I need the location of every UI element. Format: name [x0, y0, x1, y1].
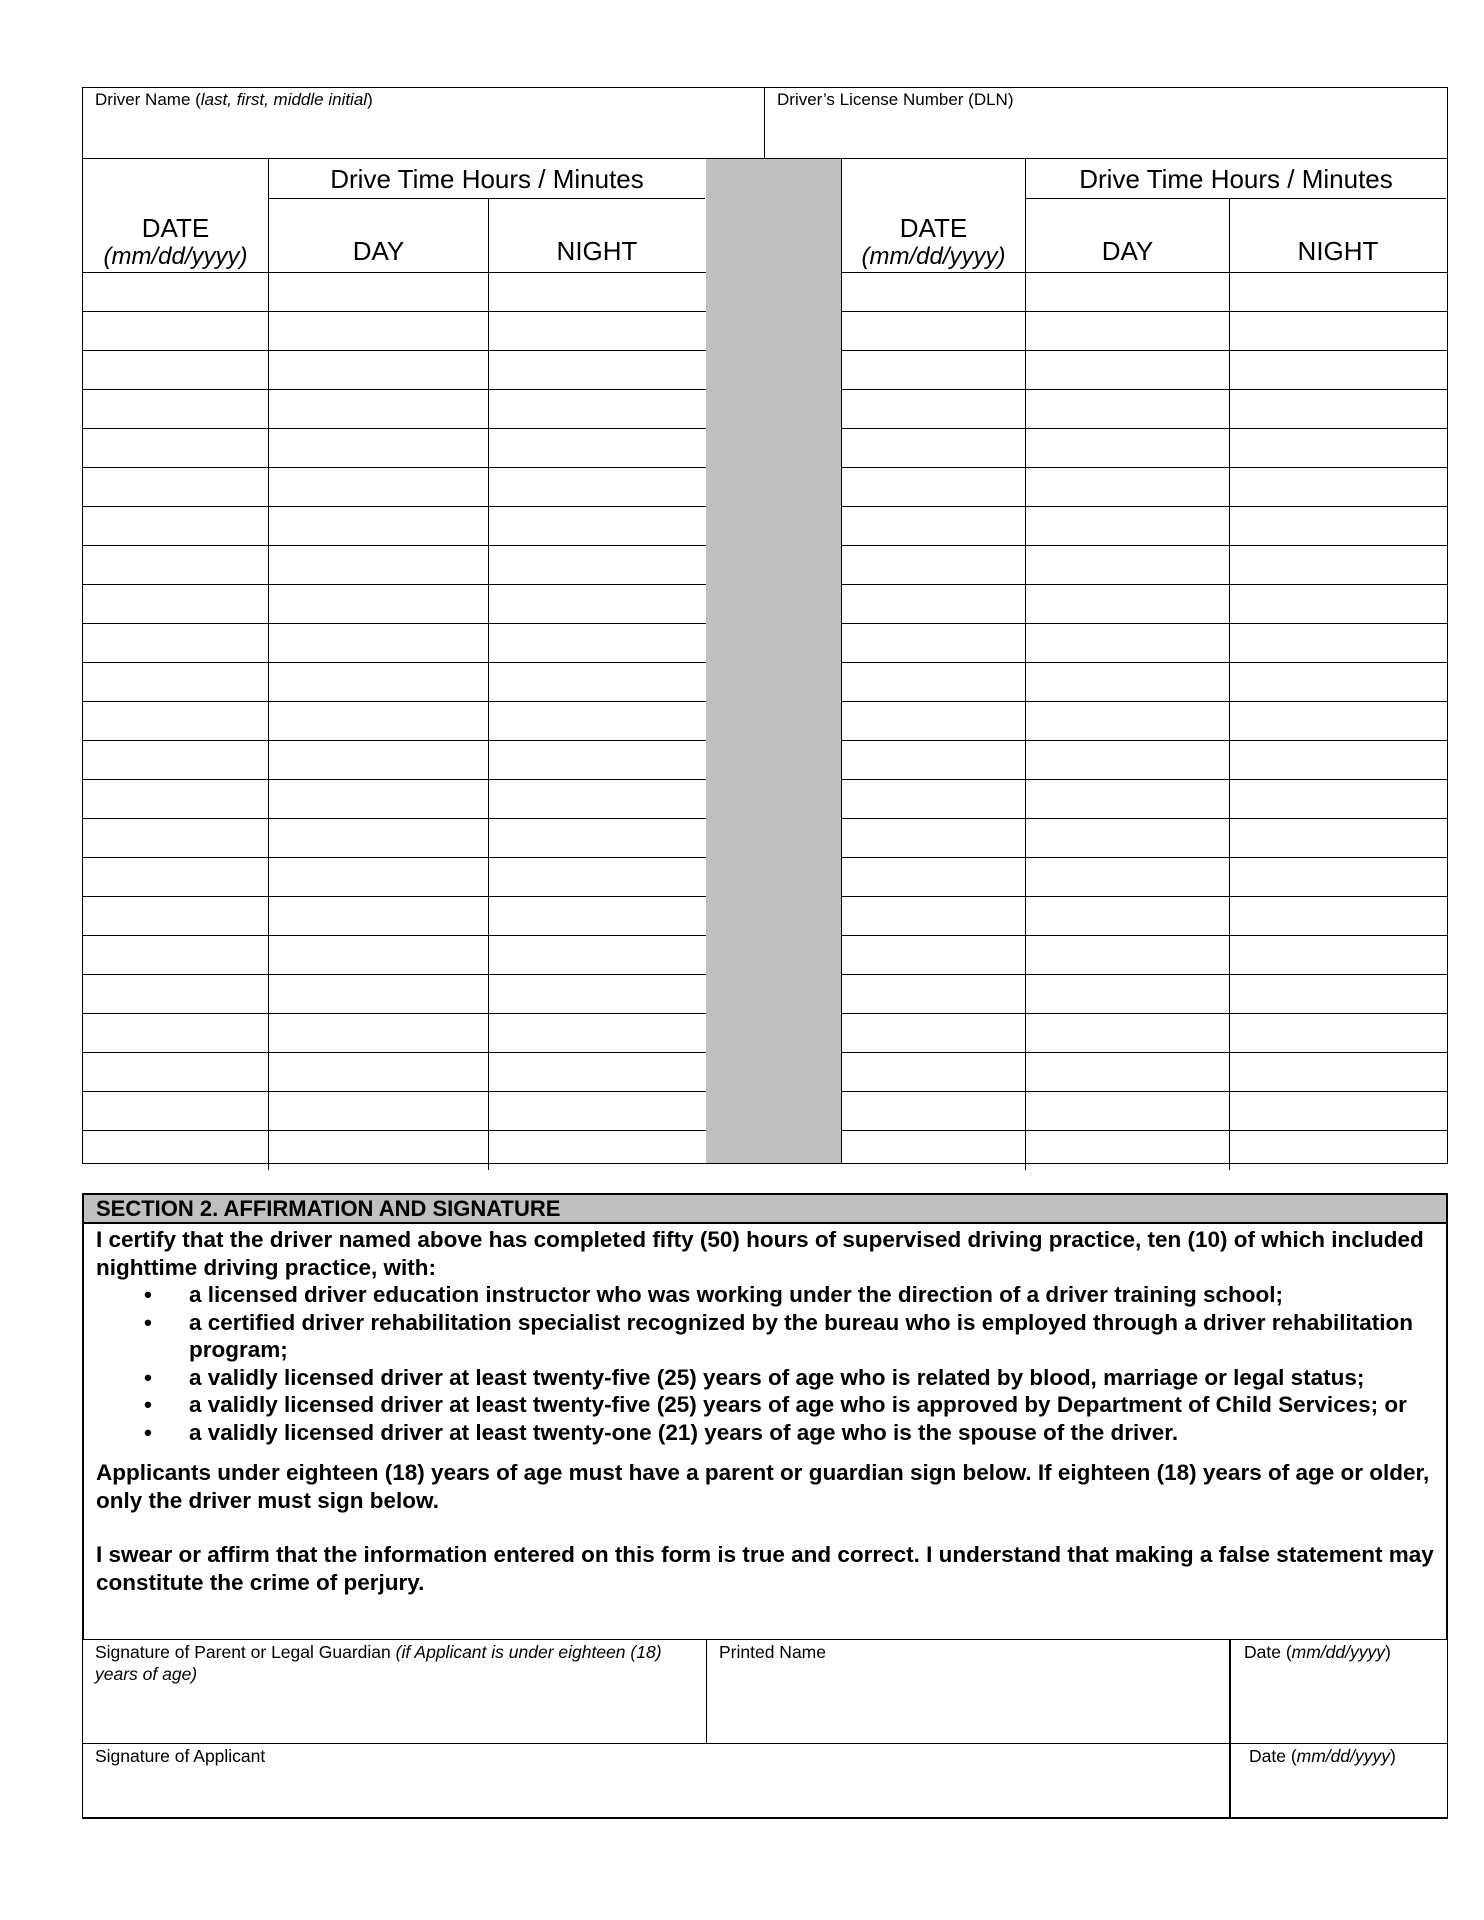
night-time-cell[interactable]: [489, 351, 705, 389]
day-column-header: DAY: [1026, 199, 1230, 273]
day-time-cell[interactable]: [269, 741, 489, 779]
day-time-cell[interactable]: [1026, 975, 1230, 1013]
day-time-cell[interactable]: [269, 897, 489, 935]
day-time-cell[interactable]: [269, 1092, 489, 1130]
day-time-cell[interactable]: [1026, 819, 1230, 857]
night-time-cell[interactable]: [1230, 741, 1446, 779]
log-row: [842, 624, 1447, 663]
drive-time-grid: [82, 158, 1448, 1164]
date-cell[interactable]: [842, 273, 1026, 311]
log-row: [83, 897, 706, 936]
supervisor-item: • a certified driver rehabilitation specialist recognized by the bureau who is employed through a driver rehabilitation program;: [144, 1309, 1414, 1362]
day-time-cell[interactable]: [269, 663, 489, 701]
supervisor-list: [96, 1281, 1434, 1446]
day-time-cell[interactable]: [1026, 897, 1230, 935]
printed-name-field[interactable]: [707, 1640, 1230, 1743]
date-cell[interactable]: [842, 858, 1026, 896]
night-time-cell[interactable]: [1230, 819, 1446, 857]
day-time-cell[interactable]: [1026, 312, 1230, 350]
night-time-cell[interactable]: [1230, 663, 1446, 701]
log-row: [842, 819, 1447, 858]
log-row: [83, 936, 706, 975]
date-cell[interactable]: [842, 741, 1026, 779]
night-time-cell[interactable]: [1230, 1092, 1446, 1130]
date-cell[interactable]: [842, 351, 1026, 389]
log-row: [842, 741, 1447, 780]
date-cell[interactable]: [83, 819, 269, 857]
night-time-cell[interactable]: [489, 1053, 705, 1091]
day-time-cell[interactable]: [1026, 390, 1230, 428]
night-time-cell[interactable]: [1230, 585, 1446, 623]
log-row: [83, 1014, 706, 1053]
bullet-icon: •: [144, 1392, 152, 1417]
night-time-cell[interactable]: [489, 585, 705, 623]
day-time-cell[interactable]: [269, 507, 489, 545]
log-row: [83, 390, 706, 429]
night-time-cell[interactable]: [1230, 351, 1446, 389]
night-time-cell[interactable]: [489, 1092, 705, 1130]
applicant-date-field[interactable]: Date (mm/dd/yyyy): [1229, 1744, 1447, 1818]
date-cell[interactable]: [842, 1014, 1026, 1052]
bullet-icon: •: [144, 1282, 152, 1307]
day-time-cell[interactable]: [269, 1053, 489, 1091]
day-time-cell[interactable]: [269, 819, 489, 857]
log-table-left: [82, 158, 707, 1164]
date-cell[interactable]: [842, 585, 1026, 623]
log-row: [842, 468, 1447, 507]
log-row: [842, 507, 1447, 546]
date-cell[interactable]: [842, 897, 1026, 935]
day-time-cell[interactable]: [1026, 468, 1230, 506]
day-time-cell[interactable]: [1026, 429, 1230, 467]
certify-statement: I certify that the driver named above has completed fifty (50) hours of supervised driving practice, ten (10) of which included nighttime driving practice, with:: [96, 1227, 1424, 1280]
log-row: [842, 858, 1447, 897]
log-row: [842, 1053, 1447, 1092]
bullet-icon: •: [144, 1309, 152, 1335]
drive-time-header: Drive Time Hours / Minutes: [1026, 159, 1446, 199]
log-row: [83, 585, 706, 624]
date-cell[interactable]: [842, 780, 1026, 818]
night-time-cell[interactable]: [1230, 1131, 1446, 1170]
date-cell[interactable]: [842, 312, 1026, 350]
day-time-cell[interactable]: [269, 780, 489, 818]
log-row: [83, 741, 706, 780]
section-2-title: SECTION 2. AFFIRMATION AND SIGNATURE: [84, 1195, 1446, 1224]
supervisor-item: • a licensed driver education instructor who was working under the direction of a driver training school;: [144, 1282, 1283, 1307]
night-time-cell[interactable]: [1230, 429, 1446, 467]
log-row: [83, 819, 706, 858]
day-time-cell[interactable]: [1026, 780, 1230, 818]
date-cell[interactable]: [83, 702, 269, 740]
log-rows: [83, 273, 706, 1170]
log-row: [842, 1092, 1447, 1131]
log-row: [842, 897, 1447, 936]
log-row: [842, 663, 1447, 702]
date-cell[interactable]: [83, 273, 269, 311]
drive-time-header: Drive Time Hours / Minutes: [269, 159, 705, 199]
date-cell[interactable]: [83, 936, 269, 974]
day-time-cell[interactable]: [269, 1131, 489, 1170]
log-row: [83, 1131, 706, 1170]
date-cell[interactable]: [842, 429, 1026, 467]
date-cell[interactable]: [83, 975, 269, 1013]
log-row: [842, 1014, 1447, 1053]
date-cell[interactable]: [83, 663, 269, 701]
day-time-cell[interactable]: [1026, 741, 1230, 779]
night-time-cell[interactable]: [1230, 936, 1446, 974]
date-cell[interactable]: [83, 546, 269, 584]
night-time-cell[interactable]: [1230, 1053, 1446, 1091]
driver-name-hint: last, first, middle initial: [200, 90, 368, 109]
guardian-signature-label: Signature of Parent or Legal Guardian: [95, 1642, 396, 1662]
day-time-cell[interactable]: [269, 273, 489, 311]
log-row: [83, 780, 706, 819]
log-rows: [842, 273, 1447, 1170]
log-row: [842, 702, 1447, 741]
supervisor-item: • a validly licensed driver at least twenty-one (21) years of age who is the spouse of the driver.: [144, 1419, 1179, 1445]
day-time-cell[interactable]: [269, 936, 489, 974]
log-table-right: [841, 158, 1448, 1164]
night-time-cell[interactable]: [489, 546, 705, 584]
date-cell[interactable]: [83, 312, 269, 350]
date-cell[interactable]: [83, 468, 269, 506]
night-time-cell[interactable]: [1230, 702, 1446, 740]
date-cell[interactable]: [842, 390, 1026, 428]
log-row: [83, 975, 706, 1014]
applicants-note: Applicants under eighteen (18) years of age must have a parent or guardian sign below. If eighteen (18) years of age or older, only the driver must sign below.: [96, 1460, 1430, 1513]
signature-block: [82, 1639, 1448, 1819]
date-cell[interactable]: [83, 858, 269, 896]
night-time-cell[interactable]: [1230, 624, 1446, 662]
supervisor-item: • a validly licensed driver at least twenty-five (25) years of age who is approved by Department of Child Services; or: [144, 1392, 1407, 1417]
applicant-signature-label: Signature of Applicant: [95, 1746, 266, 1766]
date-cell[interactable]: [83, 780, 269, 818]
log-row: [842, 351, 1447, 390]
date-cell[interactable]: [842, 507, 1026, 545]
log-row: [842, 273, 1447, 312]
day-time-cell[interactable]: [1026, 585, 1230, 623]
night-time-cell[interactable]: [489, 1131, 705, 1170]
date-cell[interactable]: [842, 975, 1026, 1013]
night-time-cell[interactable]: [1230, 897, 1446, 935]
day-time-cell[interactable]: [1026, 702, 1230, 740]
night-time-cell[interactable]: [1230, 273, 1446, 311]
log-row: [83, 702, 706, 741]
date-cell[interactable]: [842, 819, 1026, 857]
log-row: [842, 546, 1447, 585]
day-time-cell[interactable]: [1026, 624, 1230, 662]
night-time-cell[interactable]: [489, 858, 705, 896]
night-time-cell[interactable]: [489, 468, 705, 506]
night-time-cell[interactable]: [1230, 312, 1446, 350]
day-time-cell[interactable]: [269, 312, 489, 350]
date-column-header: DATE (mm/dd/yyyy): [83, 159, 269, 273]
day-time-cell[interactable]: [1026, 663, 1230, 701]
guardian-signature-row: [83, 1640, 1447, 1744]
log-row: [83, 546, 706, 585]
date-cell[interactable]: [842, 1092, 1026, 1130]
driver-name-label: Driver Name (: [95, 90, 201, 109]
night-column-header: NIGHT: [556, 236, 638, 266]
date-cell[interactable]: [83, 1014, 269, 1052]
night-time-cell[interactable]: [489, 936, 705, 974]
date-column-header: DATE (mm/dd/yyyy): [842, 159, 1026, 273]
log-row: [83, 429, 706, 468]
log-row: [83, 312, 706, 351]
perjury-statement: I swear or affirm that the information entered on this form is true and correct. I understand that making a false statement may constitute the crime of perjury.: [96, 1542, 1434, 1595]
day-time-cell[interactable]: [1026, 858, 1230, 896]
night-time-cell[interactable]: [489, 390, 705, 428]
shaded-separator: [706, 158, 842, 1164]
day-time-cell[interactable]: [269, 1014, 489, 1052]
date-cell[interactable]: [842, 1131, 1026, 1170]
date-cell[interactable]: [83, 507, 269, 545]
log-row: [83, 273, 706, 312]
night-time-cell[interactable]: [489, 624, 705, 662]
day-time-cell[interactable]: [1026, 507, 1230, 545]
section-2-affirmation: [82, 1193, 1448, 1639]
day-time-cell[interactable]: [269, 390, 489, 428]
date-cell[interactable]: [842, 702, 1026, 740]
day-time-cell[interactable]: [1026, 1131, 1230, 1170]
log-row: [83, 1092, 706, 1131]
day-time-cell[interactable]: [269, 351, 489, 389]
date-cell[interactable]: [83, 585, 269, 623]
guardian-date-field[interactable]: Date (mm/dd/yyyy): [1229, 1640, 1447, 1743]
day-time-cell[interactable]: [269, 585, 489, 623]
date-cell[interactable]: [842, 663, 1026, 701]
date-cell[interactable]: [83, 1092, 269, 1130]
date-cell[interactable]: [842, 624, 1026, 662]
night-time-cell[interactable]: [489, 429, 705, 467]
log-row: [842, 975, 1447, 1014]
night-time-cell[interactable]: [489, 273, 705, 311]
night-time-cell[interactable]: [1230, 507, 1446, 545]
supervisor-item: • a validly licensed driver at least twenty-five (25) years of age who is related by blood, marriage or legal status;: [144, 1364, 1365, 1390]
log-row: [83, 1053, 706, 1092]
day-time-cell[interactable]: [1026, 1053, 1230, 1091]
affirmation-text: [84, 1224, 1446, 1596]
night-column-header: NIGHT: [1297, 236, 1379, 266]
date-cell[interactable]: [842, 936, 1026, 974]
day-time-cell[interactable]: [269, 975, 489, 1013]
date-cell[interactable]: [83, 390, 269, 428]
log-row: [842, 390, 1447, 429]
guardian-signature-hint: (if Applicant is under eighteen (18) years of age): [95, 1642, 662, 1684]
log-table-header: [842, 159, 1447, 273]
date-cell[interactable]: [83, 429, 269, 467]
night-time-cell[interactable]: [1230, 858, 1446, 896]
night-time-cell[interactable]: [489, 507, 705, 545]
date-cell[interactable]: [842, 1053, 1026, 1091]
bullet-icon: •: [144, 1364, 152, 1390]
log-row: [842, 429, 1447, 468]
date-cell[interactable]: [83, 351, 269, 389]
night-time-cell[interactable]: [489, 312, 705, 350]
night-time-cell[interactable]: [1230, 468, 1446, 506]
night-time-cell[interactable]: [489, 741, 705, 779]
night-time-cell[interactable]: [1230, 546, 1446, 584]
date-cell[interactable]: [842, 546, 1026, 584]
bullet-icon: •: [144, 1419, 152, 1445]
log-row: [842, 585, 1447, 624]
log-table-header: [83, 159, 706, 273]
date-cell[interactable]: [842, 468, 1026, 506]
log-row: [83, 351, 706, 390]
guardian-signature-field[interactable]: [83, 1640, 707, 1743]
log-row: [83, 624, 706, 663]
day-column-header: DAY: [269, 199, 489, 273]
printed-name-label: Printed Name: [719, 1642, 826, 1662]
night-time-cell[interactable]: [1230, 390, 1446, 428]
log-row: [842, 1131, 1447, 1170]
dln-label: Driver’s License Number (DLN): [777, 90, 1014, 109]
night-time-cell[interactable]: [1230, 975, 1446, 1013]
day-time-cell[interactable]: [1026, 936, 1230, 974]
night-time-cell[interactable]: [489, 1014, 705, 1052]
applicant-signature-field[interactable]: [83, 1744, 1229, 1818]
night-time-cell[interactable]: [489, 702, 705, 740]
date-cell[interactable]: [83, 1053, 269, 1091]
driver-name-field[interactable]: Driver Name (last, first, middle initial): [83, 88, 765, 158]
day-time-cell[interactable]: [269, 858, 489, 896]
log-row: [842, 936, 1447, 975]
day-time-cell[interactable]: [1026, 1092, 1230, 1130]
date-cell[interactable]: [83, 624, 269, 662]
driver-info-row: [82, 87, 1448, 158]
day-time-cell[interactable]: [269, 546, 489, 584]
log-row: [83, 858, 706, 897]
date-cell[interactable]: [83, 1131, 269, 1170]
log-row: [83, 468, 706, 507]
log-row: [83, 663, 706, 702]
log-row: [83, 507, 706, 546]
night-time-cell[interactable]: [1230, 780, 1446, 818]
night-time-cell[interactable]: [489, 975, 705, 1013]
night-time-cell[interactable]: [489, 780, 705, 818]
day-time-cell[interactable]: [1026, 351, 1230, 389]
day-time-cell[interactable]: [269, 624, 489, 662]
night-time-cell[interactable]: [489, 897, 705, 935]
day-time-cell[interactable]: [1026, 273, 1230, 311]
night-time-cell[interactable]: [489, 663, 705, 701]
day-time-cell[interactable]: [269, 429, 489, 467]
day-time-cell[interactable]: [269, 468, 489, 506]
log-row: [842, 780, 1447, 819]
dln-field[interactable]: [765, 88, 1447, 158]
day-time-cell[interactable]: [1026, 546, 1230, 584]
log-row: [842, 312, 1447, 351]
day-time-cell[interactable]: [269, 702, 489, 740]
night-time-cell[interactable]: [1230, 1014, 1446, 1052]
date-cell[interactable]: [83, 741, 269, 779]
night-time-cell[interactable]: [489, 819, 705, 857]
applicant-signature-row: [83, 1744, 1447, 1818]
date-cell[interactable]: [83, 897, 269, 935]
day-time-cell[interactable]: [1026, 1014, 1230, 1052]
